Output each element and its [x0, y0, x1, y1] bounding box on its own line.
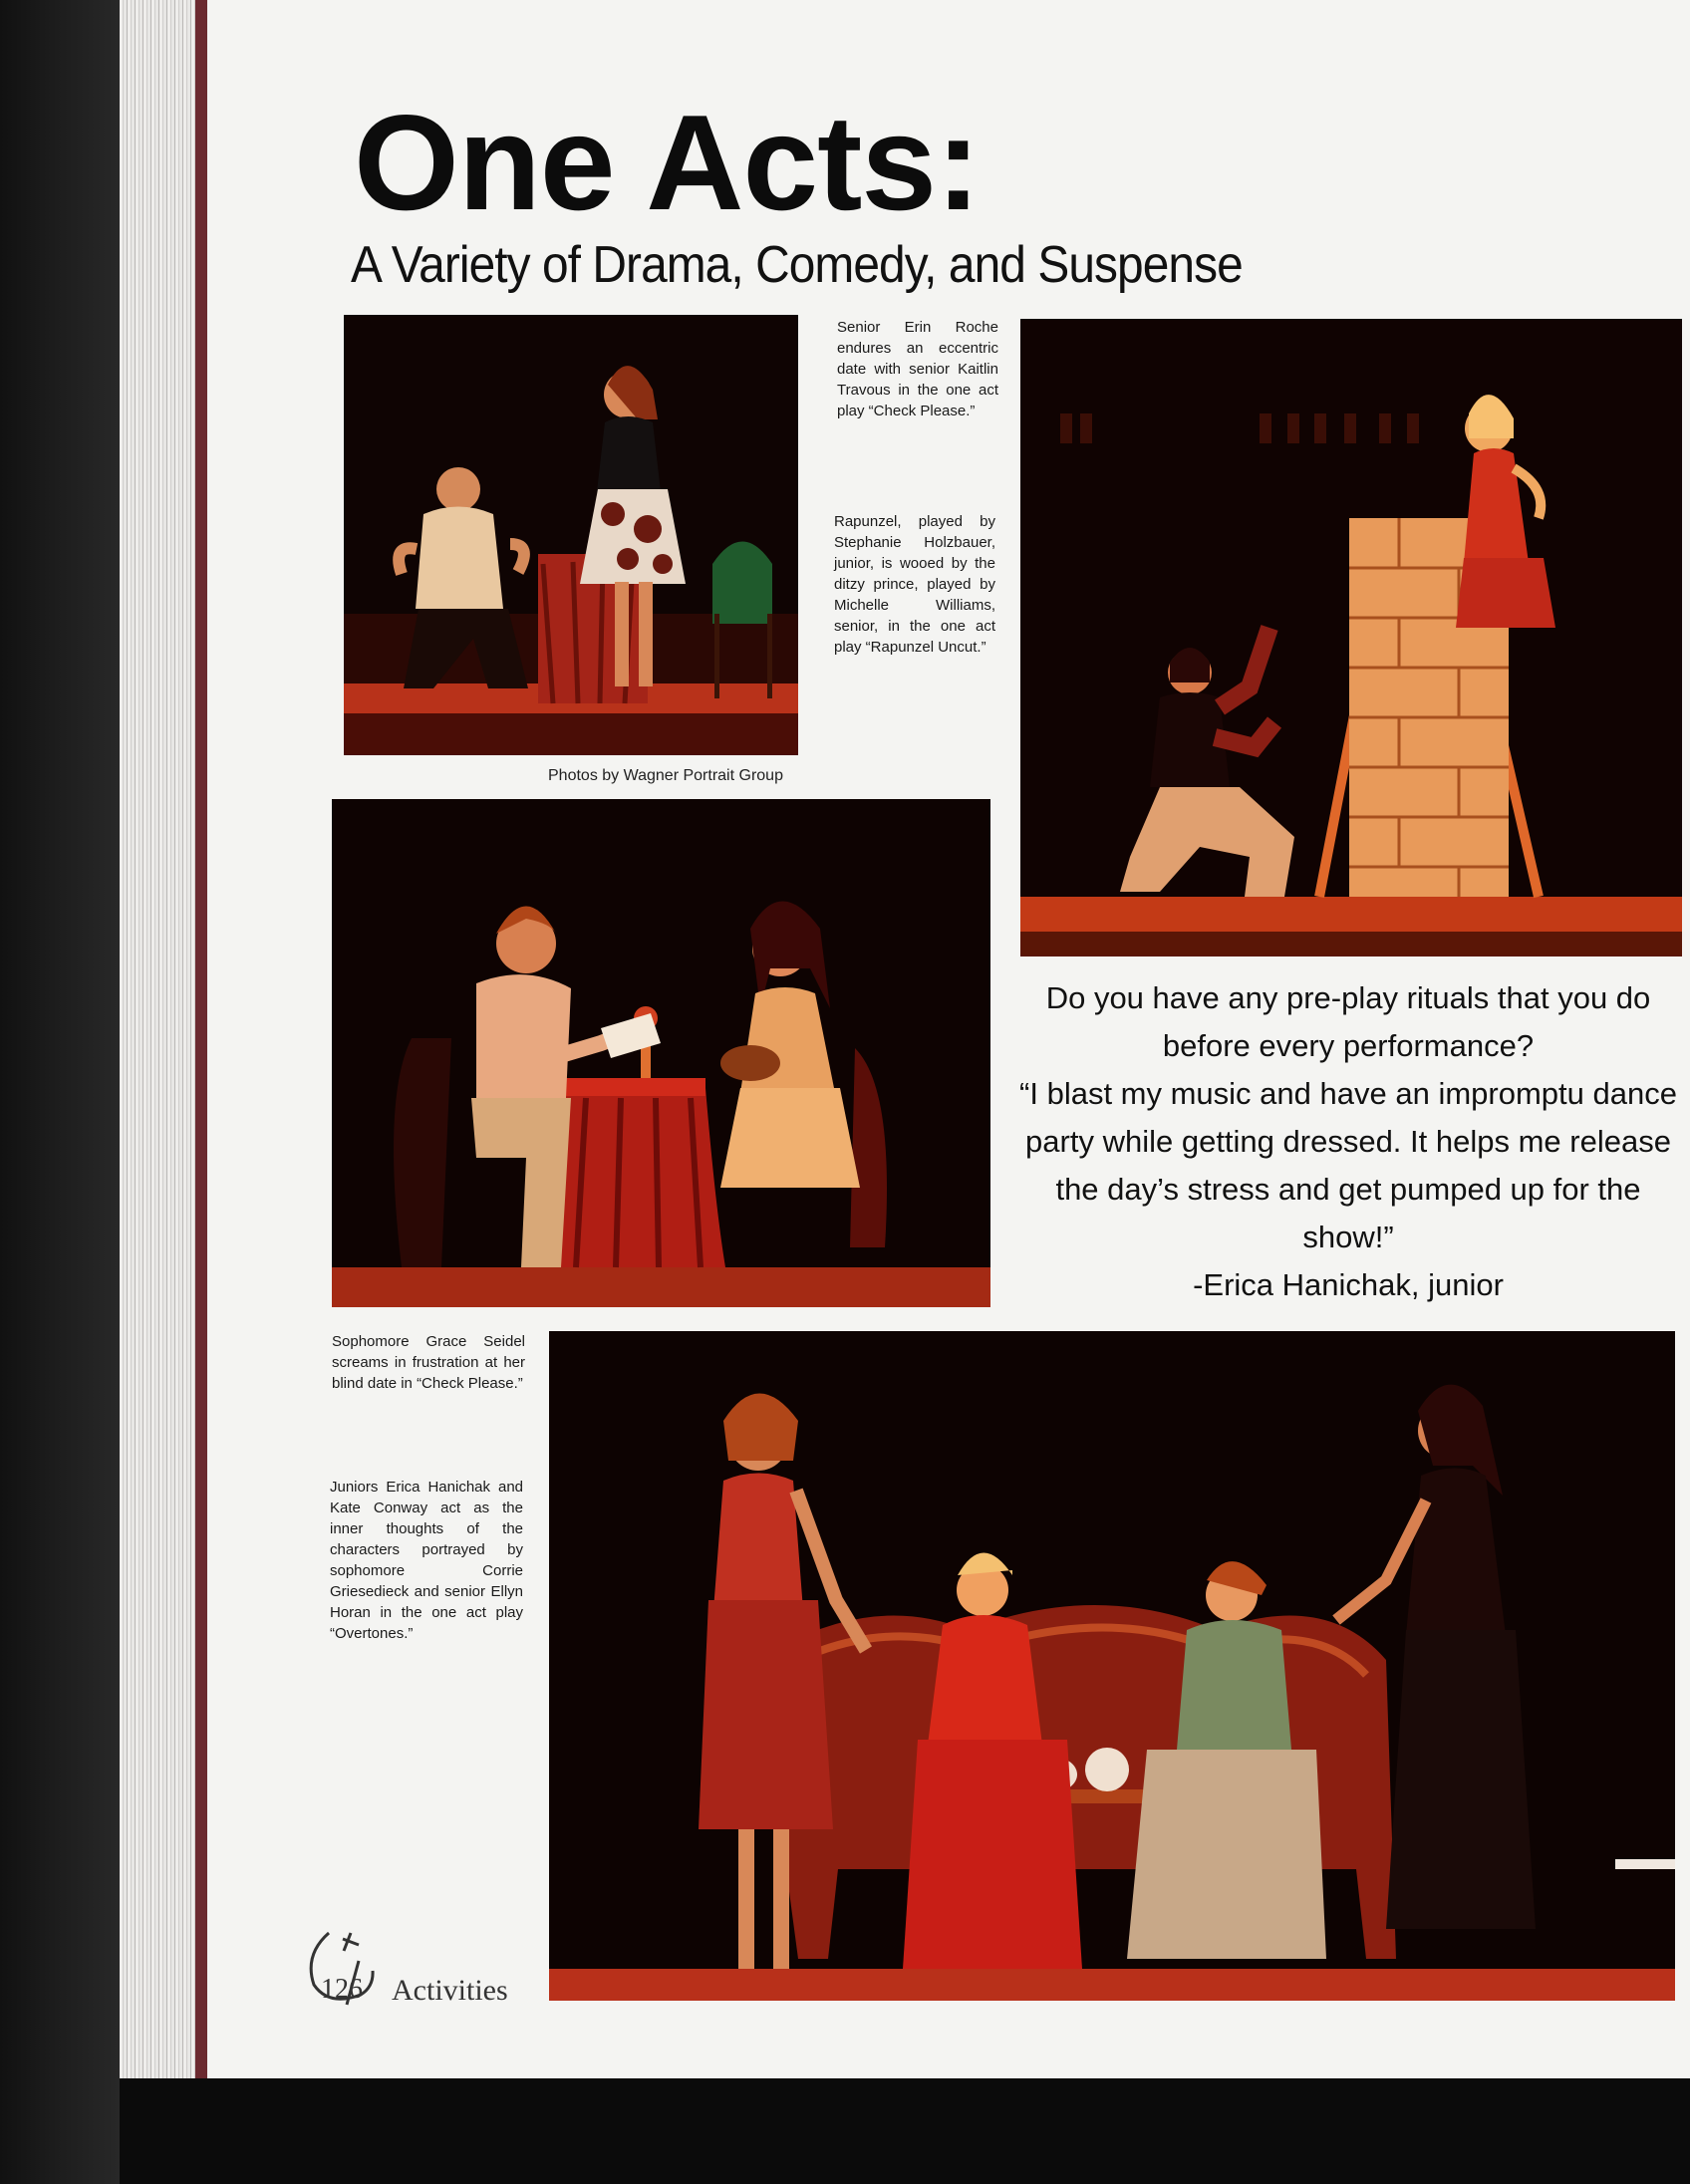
caption-rapunzel: Rapunzel, played by Stephanie Holzbauer, junior, is wooed by the ditzy prince, played by Michelle Williams, senior, in the one act play “Rapunzel Uncut.”: [834, 513, 995, 656]
section-name: Activities: [392, 1974, 508, 2007]
bottom-shadow: [120, 2078, 1690, 2184]
page-gutter: [195, 0, 207, 2082]
page-subtitle: A Variety of Drama, Comedy, and Suspense: [351, 236, 1243, 294]
caption-overtones: Juniors Erica Hanichak and Kate Conway act as the inner thoughts of the characters portrayed by sophomore Corrie Griesedieck and senior Ellyn Horan in the one act play “Overtones.”: [330, 1479, 523, 1642]
quote-attribution: -Erica Hanichak, junior: [1193, 1267, 1504, 1302]
photo-check-please-dinner: [332, 799, 990, 1307]
photo-credit: Photos by Wagner Portrait Group: [548, 767, 783, 784]
page-title: One Acts:: [354, 87, 981, 238]
quote-question: Do you have any pre-play rituals that you do before every performance?: [1045, 980, 1651, 1063]
photo-rapunzel: [1020, 319, 1682, 956]
page-number: 126: [321, 1974, 363, 2005]
photo-overtones: [549, 1331, 1675, 2001]
pull-quote: [1006, 974, 1690, 1309]
caption-check-please: Senior Erin Roche endures an eccentric date with senior Kaitlin Travous in the one act play “Check Please.”: [837, 319, 998, 419]
caption-check-please-2: Sophomore Grace Seidel screams in frustration at her blind date in “Check Please.”: [332, 1333, 525, 1392]
quote-answer: “I blast my music and have an impromptu dance party while getting dressed. It helps me release the day’s stress and get pumped up for the show!”: [1019, 1076, 1677, 1254]
photo-check-please-small: [344, 315, 798, 755]
book-spine: [0, 0, 130, 2184]
